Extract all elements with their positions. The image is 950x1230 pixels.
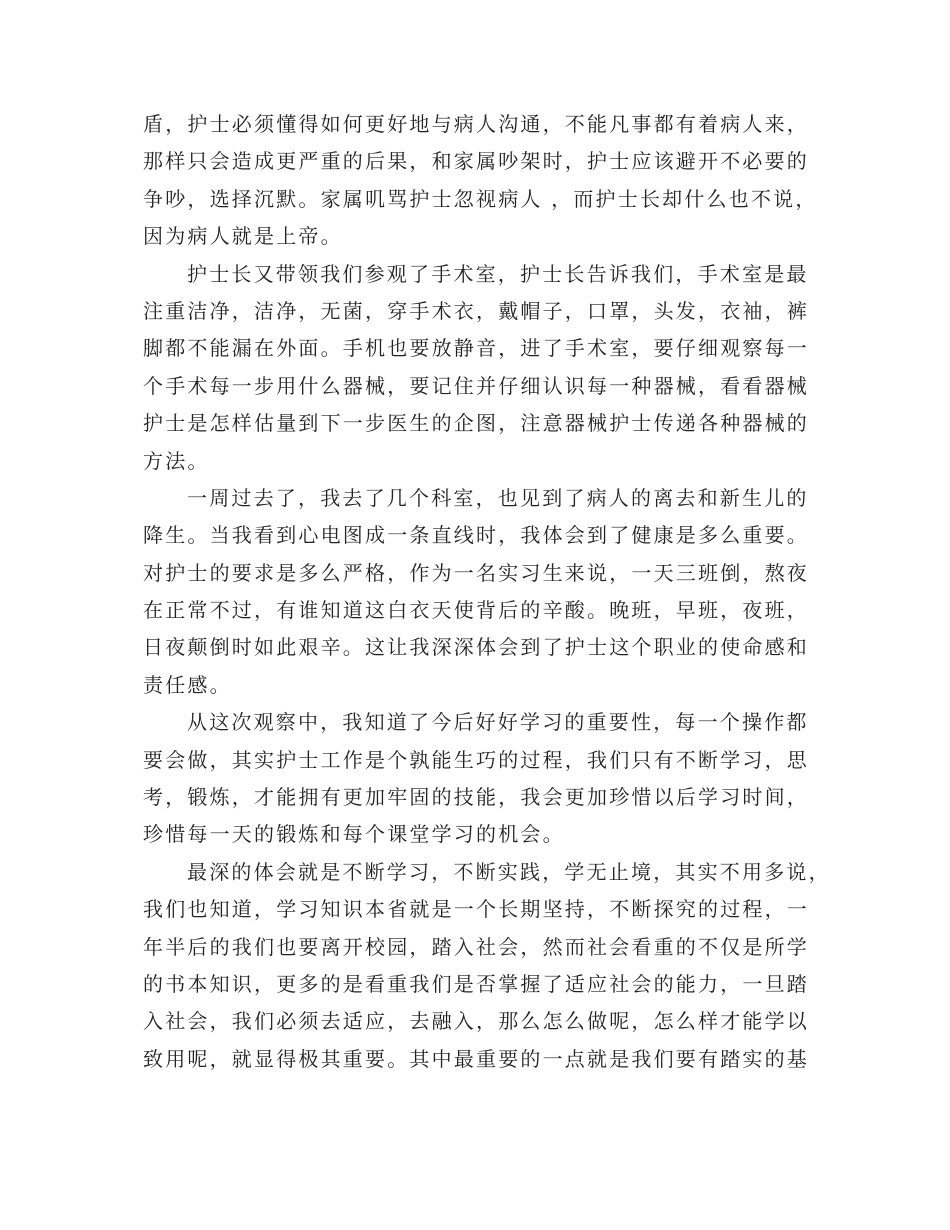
document-body	[143, 106, 831, 1078]
paragraph	[143, 854, 831, 1078]
paragraph-line: 入社会，我们必须去适应，去融入，那么怎么做呢，怎么样才能学以	[143, 1009, 809, 1034]
paragraph-line: 争吵，选择沉默。家属叽骂护士忽视病人 ，而护士长却什么也不说，	[143, 186, 818, 211]
paragraph-line: 护士是怎样估量到下一步医生的企图，注意器械护士传递各种器械的	[143, 411, 809, 436]
paragraph-line: 盾，护士必须懂得如何更好地与病人沟通，不能凡事都有着病人来，	[143, 112, 809, 136]
paragraph-line: 珍惜每一天的锻炼和每个课堂学习的机会。	[143, 822, 565, 847]
paragraph-line: 要会做，其实护士工作是个孰能生巧的过程，我们只有不断学习，思	[143, 747, 809, 772]
paragraph-line: 脚都不能漏在外面。手机也要放静音，进了手术室，要仔细观察每一	[143, 336, 809, 361]
paragraph-line: 护士长又带领我们参观了手术室，护士长告诉我们，手术室是最	[187, 261, 809, 286]
paragraph	[143, 480, 823, 704]
paragraph-line: 个手术每一步用什么器械，要记住并仔细认识每一种器械，看看器械	[143, 373, 809, 398]
paragraph-line: 日夜颠倒时如此艰辛。这让我深深体会到了护士这个职业的使命感和	[143, 635, 809, 660]
paragraph-line: 的书本知识，更多的是看重我们是否掌握了适应社会的能力，一旦踏	[143, 971, 809, 996]
paragraph-line: 最深的体会就是不断学习，不断实践，学无止境，其实不用多说，	[187, 859, 831, 884]
paragraph-line: 一周过去了，我去了几个科室，也见到了病人的离去和新生儿的	[187, 485, 809, 510]
paragraph-line: 那样只会造成更严重的后果，和家属吵架时，护士应该避开不必要的	[143, 149, 809, 174]
paragraph-line: 降生。当我看到心电图成一条直线时，我体会到了健康是多么重要。	[143, 523, 809, 548]
paragraph-line: 我们也知道，学习知识本省就是一个长期坚持，不断探究的过程，一	[143, 897, 809, 922]
paragraph	[143, 704, 823, 854]
paragraph-line: 年半后的我们也要离开校园，踏入社会，然而社会看重的不仅是所学	[143, 934, 809, 959]
paragraph-line: 考，锻炼，才能拥有更加牢固的技能，我会更加珍惜以后学习时间，	[143, 785, 809, 810]
paragraph-line: 方法。	[143, 448, 210, 473]
paragraph-line: 致用呢，就显得极其重要。其中最重要的一点就是我们要有踏实的基	[143, 1046, 809, 1071]
paragraph	[143, 256, 823, 480]
paragraph-line: 因为病人就是上帝。	[143, 224, 343, 249]
paragraph-line: 从这次观察中，我知道了今后好好学习的重要性，每一个操作都	[187, 710, 809, 735]
paragraph-line: 在正常不过，有谁知道这白衣天使背后的辛酸。晚班，早班，夜班，	[143, 598, 809, 623]
paragraph-line: 责任感。	[143, 672, 232, 697]
paragraph-line: 对护士的要求是多么严格，作为一名实习生来说，一天三班倒，熬夜	[143, 560, 809, 585]
paragraph-line: 注重洁净，洁净，无菌，穿手术衣，戴帽子，口罩，头发，衣袖，裤	[143, 298, 809, 323]
paragraph	[143, 106, 823, 256]
